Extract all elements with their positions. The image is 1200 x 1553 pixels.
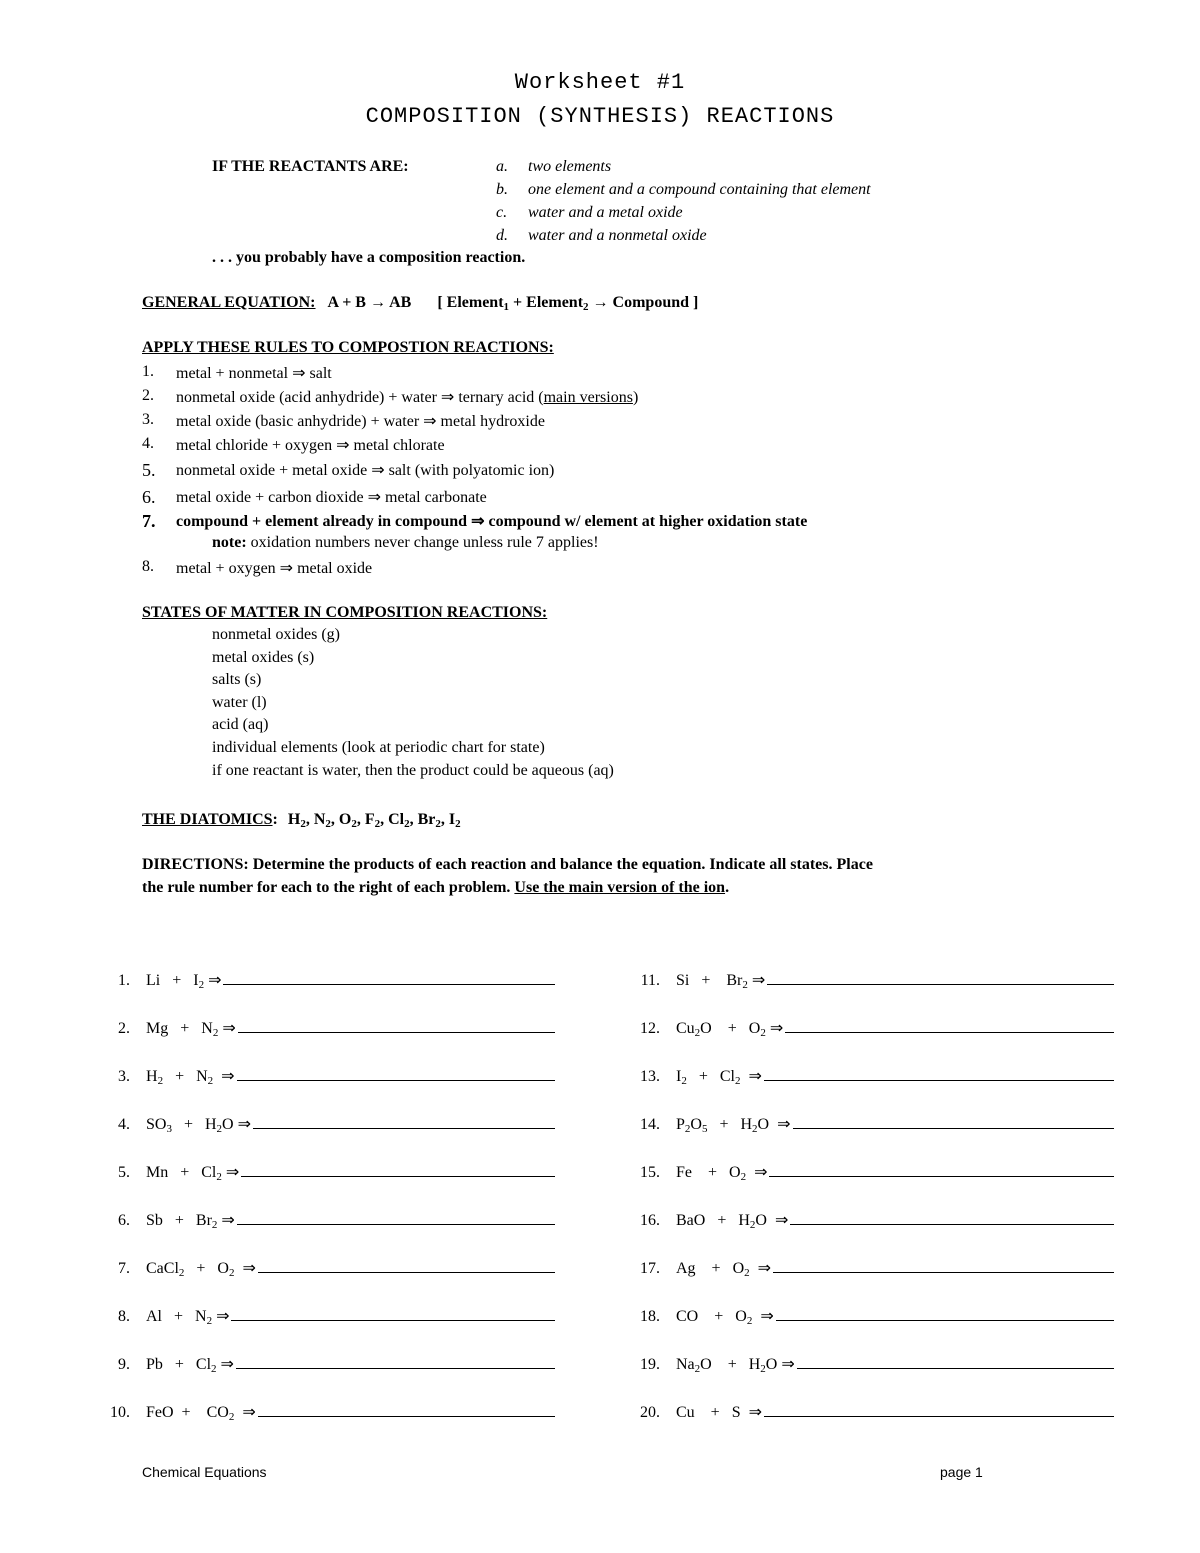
answer-blank[interactable] <box>258 1271 555 1273</box>
problem-equation: Cu + S ⇒ <box>676 1404 762 1421</box>
problem-item <box>96 1018 555 1038</box>
reactants-heading: IF THE REACTANTS ARE: <box>212 158 409 175</box>
answer-blank[interactable] <box>237 1079 555 1081</box>
rule-text: metal oxide + carbon dioxide ⇒ metal carbonate <box>176 489 487 506</box>
problem-item <box>96 1066 555 1086</box>
rules-heading: APPLY THESE RULES TO COMPOSTION REACTIONS: <box>142 339 554 356</box>
problem-number: 17. <box>640 1260 660 1277</box>
problem-equation: Ag + $O_2$ ⇒ <box>676 1260 772 1279</box>
rule-note: note: oxidation numbers never change unless rule 7 applies! <box>212 534 599 551</box>
diatomic-element: $F_2$ <box>364 811 381 830</box>
diatomics-list: $H_2$, $N_2$, $O_2$, $F_2$, $Cl_2$, $Br_2$, $I_2$ <box>287 811 461 830</box>
problem-equation: $SO_3 + H_2O$ ⇒ <box>146 1116 251 1135</box>
rule-number: 7. <box>142 511 156 531</box>
directions-line2: the rule number for each to the right of each problem. Use the main version of the ion. <box>142 879 730 896</box>
problem-item <box>620 970 1114 990</box>
diatomics-line: THE DIATOMICS: $H_2$, $N_2$, $O_2$, $F_2$, $Cl_2$, $Br_2$, $I_2$ <box>142 811 461 830</box>
state-item: individual elements (look at periodic chart for state) <box>212 739 545 756</box>
main-versions-link: main versions <box>543 389 633 406</box>
problem-equation: $Li + I_2$ ⇒ <box>146 972 222 991</box>
answer-blank[interactable] <box>238 1031 555 1033</box>
worksheet-title: Worksheet #1 <box>514 70 686 95</box>
reactant-text: one element and a compound containing that element <box>528 181 871 198</box>
problem-number: 8. <box>118 1308 130 1325</box>
diatomic-element: $I_2$ <box>448 811 461 830</box>
diatomic-element: $H_2$ <box>287 811 306 830</box>
state-item: metal oxides (s) <box>212 649 315 666</box>
answer-blank[interactable] <box>253 1127 555 1129</box>
problem-number: 7. <box>118 1260 130 1277</box>
rule-text: metal + oxygen ⇒ metal oxide <box>176 560 373 577</box>
general-equation-formula: A + B → AB <box>327 294 412 311</box>
answer-blank[interactable] <box>785 1031 1114 1033</box>
state-item: water (l) <box>212 694 267 711</box>
problem-number: 16. <box>640 1212 660 1229</box>
problem-number: 14. <box>640 1116 660 1133</box>
element-bracket: [ Element$_1$ + Element$_2$ → Compound ] <box>437 294 699 313</box>
answer-blank[interactable] <box>793 1127 1114 1129</box>
directions-line1: DIRECTIONS: Determine the products of each reaction and balance the equation. Indicate all states. Place <box>142 856 873 873</box>
reactant-letter: a. <box>496 158 508 175</box>
answer-blank[interactable] <box>769 1175 1114 1177</box>
rule-text: metal chloride + oxygen ⇒ metal chlorate <box>176 437 445 454</box>
problem-item <box>620 1354 1114 1374</box>
answer-blank[interactable] <box>797 1367 1114 1369</box>
reactant-letter: d. <box>496 227 508 244</box>
problem-equation: $Sb + Br_2$ ⇒ <box>146 1212 235 1231</box>
answer-blank[interactable] <box>223 983 555 985</box>
answer-blank[interactable] <box>764 1415 1114 1417</box>
reactant-letter: c. <box>496 204 508 221</box>
rule-number: 2. <box>142 387 154 404</box>
page-number: page 1 <box>940 1464 983 1480</box>
problem-item <box>96 1402 555 1422</box>
problem-equation: $Na_2O$ + $H_2O$ ⇒ <box>676 1356 795 1375</box>
rule-number: 4. <box>142 435 154 452</box>
problem-item <box>620 1210 1114 1230</box>
problem-number: 18. <box>640 1308 660 1325</box>
problem-equation: $Al + N_2$ ⇒ <box>146 1308 230 1327</box>
state-item: salts (s) <box>212 671 262 688</box>
problem-number: 19. <box>640 1356 660 1373</box>
rule-text: nonmetal oxide (acid anhydride) + water ⇒ ternary acid (main versions) <box>176 389 639 406</box>
rule-number: 3. <box>142 411 154 428</box>
reactant-letter: b. <box>496 181 508 198</box>
problem-number: 13. <box>640 1068 660 1085</box>
rule-text: nonmetal oxide + metal oxide ⇒ salt (with polyatomic ion) <box>176 462 555 479</box>
reactants-conclusion: . . . you probably have a composition reaction. <box>212 249 526 266</box>
diatomic-element: $Cl_2$ <box>388 811 410 830</box>
problem-number: 10. <box>110 1404 130 1421</box>
diatomics-label: THE DIATOMICS <box>142 811 273 828</box>
rule-number: 1. <box>142 363 154 380</box>
problem-equation: Fe + $O_2$ ⇒ <box>676 1164 768 1183</box>
problem-equation: $P_2O_5 + H_2O$ ⇒ <box>676 1116 791 1135</box>
rule-number: 5. <box>142 460 156 480</box>
problem-item <box>96 1354 555 1374</box>
reactant-text: two elements <box>528 158 612 175</box>
problem-number: 5. <box>118 1164 130 1181</box>
problem-item <box>96 1210 555 1230</box>
rule-text: metal + nonmetal ⇒ salt <box>176 365 332 382</box>
problem-number: 6. <box>118 1212 130 1229</box>
diatomic-element: $Br_2$ <box>417 811 441 830</box>
problem-number: 12. <box>640 1020 660 1037</box>
problem-equation: $Mn + Cl_2$ ⇒ <box>146 1164 240 1183</box>
reactant-text: water and a nonmetal oxide <box>528 227 707 244</box>
general-equation <box>142 294 698 312</box>
problem-number: 1. <box>118 972 130 989</box>
reactant-text: water and a metal oxide <box>528 204 683 221</box>
problem-equation: Si + $Br_2$ ⇒ <box>676 972 766 991</box>
diatomic-element: $N_2$ <box>313 811 331 830</box>
footer-left: Chemical Equations <box>142 1464 267 1480</box>
problem-item <box>620 1114 1114 1134</box>
problem-item <box>96 1162 555 1182</box>
problem-equation: $Pb + Cl_2$ ⇒ <box>146 1356 234 1375</box>
problem-equation: $I_2 + Cl_2$ ⇒ <box>676 1068 762 1087</box>
problem-equation: BaO + $H_2O$ ⇒ <box>676 1212 789 1231</box>
problem-number: 4. <box>118 1116 130 1133</box>
diatomic-element: $O_2$ <box>338 811 357 830</box>
state-item: if one reactant is water, then the product could be aqueous (aq) <box>212 762 614 779</box>
problem-number: 9. <box>118 1356 130 1373</box>
problem-number: 3. <box>118 1068 130 1085</box>
answer-blank[interactable] <box>776 1319 1114 1321</box>
problem-item <box>620 1018 1114 1038</box>
problem-number: 11. <box>640 972 660 989</box>
answer-blank[interactable] <box>258 1415 555 1417</box>
problem-equation: CaCl$_2$ + $O_2$ ⇒ <box>146 1260 256 1279</box>
answer-blank[interactable] <box>231 1319 555 1321</box>
answer-blank[interactable] <box>236 1367 555 1369</box>
problem-number: 2. <box>118 1020 130 1037</box>
problem-number: 20. <box>640 1404 660 1421</box>
problem-equation: FeO + $CO_2$ ⇒ <box>146 1404 256 1423</box>
problem-item <box>620 1258 1114 1278</box>
answer-blank[interactable] <box>241 1175 555 1177</box>
problem-item <box>96 1258 555 1278</box>
problem-equation: $H_2 + N_2$ ⇒ <box>146 1068 235 1087</box>
problem-item <box>96 1306 555 1326</box>
rule-text: compound + element already in compound ⇒ compound w/ element at higher oxidation state <box>176 513 808 530</box>
answer-blank[interactable] <box>773 1271 1114 1273</box>
problem-item <box>620 1402 1114 1422</box>
general-equation-label: GENERAL EQUATION: <box>142 294 316 311</box>
problem-item <box>620 1306 1114 1326</box>
problem-item <box>96 1114 555 1134</box>
rule-text: metal oxide (basic anhydride) + water ⇒ metal hydroxide <box>176 413 545 430</box>
problem-equation: CO + $O_2$ ⇒ <box>676 1308 774 1327</box>
state-item: nonmetal oxides (g) <box>212 626 340 643</box>
problem-item <box>96 970 555 990</box>
states-heading: STATES OF MATTER IN COMPOSITION REACTIONS: <box>142 604 548 621</box>
answer-blank[interactable] <box>790 1223 1114 1225</box>
answer-blank[interactable] <box>764 1079 1114 1081</box>
problem-equation: $Cu_2O$ + $O_2$ ⇒ <box>676 1020 784 1039</box>
worksheet-subtitle: COMPOSITION (SYNTHESIS) REACTIONS <box>365 104 835 129</box>
answer-blank[interactable] <box>767 983 1114 985</box>
answer-blank[interactable] <box>237 1223 555 1225</box>
problem-item <box>620 1162 1114 1182</box>
state-item: acid (aq) <box>212 716 269 733</box>
problem-item <box>620 1066 1114 1086</box>
rule-number: 6. <box>142 487 156 507</box>
problem-equation: $Mg + N_2$ ⇒ <box>146 1020 236 1039</box>
problem-number: 15. <box>640 1164 660 1181</box>
rule-number: 8. <box>142 558 154 575</box>
